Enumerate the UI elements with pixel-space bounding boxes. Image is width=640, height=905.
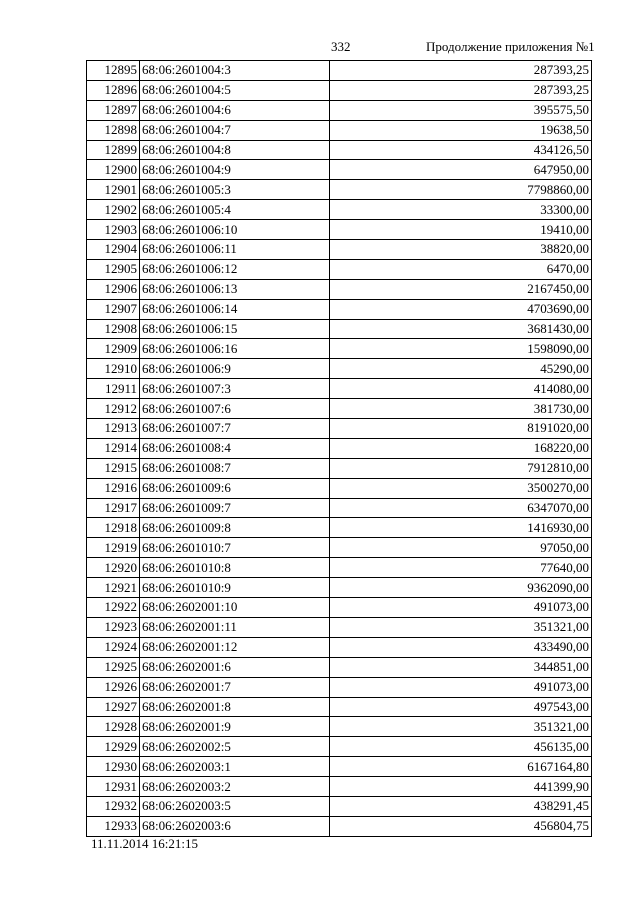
cadastral-number-cell: 68:06:2602003:1: [140, 757, 330, 777]
table-row: [87, 279, 592, 299]
row-number-cell: 12922: [87, 598, 140, 618]
row-number-cell: 12928: [87, 717, 140, 737]
cadastral-value-cell: 8191020,00: [330, 419, 592, 439]
row-number-cell: 12918: [87, 518, 140, 538]
cadastral-value-cell: 19638,50: [330, 120, 592, 140]
cadastral-value-cell: 491073,00: [330, 598, 592, 618]
table-row: [87, 399, 592, 419]
row-number-cell: 12910: [87, 359, 140, 379]
cadastral-number-cell: 68:06:2601009:7: [140, 498, 330, 518]
cadastral-value-cell: 441399,90: [330, 777, 592, 797]
cadastral-number-cell: 68:06:2602001:7: [140, 677, 330, 697]
cadastral-number-cell: 68:06:2601004:9: [140, 160, 330, 180]
cadastral-number-cell: 68:06:2601007:7: [140, 419, 330, 439]
row-number-cell: 12923: [87, 617, 140, 637]
table-row: [87, 61, 592, 81]
cadastral-number-cell: 68:06:2601004:8: [140, 140, 330, 160]
cadastral-number-cell: 68:06:2602001:8: [140, 697, 330, 717]
row-number-cell: 12900: [87, 160, 140, 180]
cadastral-number-cell: 68:06:2601006:12: [140, 259, 330, 279]
row-number-cell: 12914: [87, 438, 140, 458]
row-number-cell: 12915: [87, 458, 140, 478]
table-row: [87, 796, 592, 816]
table-row: [87, 538, 592, 558]
cadastral-value-cell: 19410,00: [330, 220, 592, 240]
table-row: [87, 299, 592, 319]
table-row: [87, 359, 592, 379]
table-row: [87, 220, 592, 240]
row-number-cell: 12909: [87, 339, 140, 359]
table-row: [87, 558, 592, 578]
table-row: [87, 657, 592, 677]
row-number-cell: 12903: [87, 220, 140, 240]
page-number: 332: [331, 39, 351, 54]
row-number-cell: 12930: [87, 757, 140, 777]
cadastral-number-cell: 68:06:2601010:7: [140, 538, 330, 558]
table-row: [87, 617, 592, 637]
row-number-cell: 12898: [87, 120, 140, 140]
table-row: [87, 319, 592, 339]
cadastral-number-cell: 68:06:2602003:5: [140, 796, 330, 816]
cadastral-value-cell: 1416930,00: [330, 518, 592, 538]
row-number-cell: 12931: [87, 777, 140, 797]
table-row: [87, 200, 592, 220]
row-number-cell: 12902: [87, 200, 140, 220]
cadastral-number-cell: 68:06:2601009:8: [140, 518, 330, 538]
table-row: [87, 717, 592, 737]
cadastral-value-cell: 381730,00: [330, 399, 592, 419]
cadastral-value-cell: 168220,00: [330, 438, 592, 458]
cadastral-value-cell: 395575,50: [330, 100, 592, 120]
row-number-cell: 12933: [87, 816, 140, 836]
row-number-cell: 12917: [87, 498, 140, 518]
cadastral-value-cell: 456804,75: [330, 816, 592, 836]
table-row: [87, 498, 592, 518]
cadastral-value-cell: 351321,00: [330, 617, 592, 637]
cadastral-number-cell: 68:06:2601004:5: [140, 80, 330, 100]
cadastral-value-cell: 497543,00: [330, 697, 592, 717]
cadastral-value-cell: 433490,00: [330, 637, 592, 657]
table-body: [87, 61, 592, 837]
cadastral-number-cell: 68:06:2601006:10: [140, 220, 330, 240]
cadastral-value-cell: 287393,25: [330, 80, 592, 100]
table-row: [87, 637, 592, 657]
cadastral-value-cell: 6470,00: [330, 259, 592, 279]
cadastral-value-cell: 7912810,00: [330, 458, 592, 478]
cadastral-number-cell: 68:06:2601006:15: [140, 319, 330, 339]
cadastral-number-cell: 68:06:2602003:6: [140, 816, 330, 836]
cadastral-value-cell: 3500270,00: [330, 478, 592, 498]
table-row: [87, 419, 592, 439]
cadastral-value-cell: 38820,00: [330, 240, 592, 260]
row-number-cell: 12932: [87, 796, 140, 816]
cadastral-number-cell: 68:06:2601006:9: [140, 359, 330, 379]
row-number-cell: 12920: [87, 558, 140, 578]
row-number-cell: 12906: [87, 279, 140, 299]
row-number-cell: 12916: [87, 478, 140, 498]
cadastral-value-cell: 456135,00: [330, 737, 592, 757]
cadastral-value-cell: 3681430,00: [330, 319, 592, 339]
cadastral-value-cell: 7798860,00: [330, 180, 592, 200]
cadastral-number-cell: 68:06:2601007:6: [140, 399, 330, 419]
row-number-cell: 12929: [87, 737, 140, 757]
table-row: [87, 757, 592, 777]
row-number-cell: 12908: [87, 319, 140, 339]
table-row: [87, 478, 592, 498]
cadastral-value-cell: 97050,00: [330, 538, 592, 558]
row-number-cell: 12913: [87, 419, 140, 439]
cadastral-value-cell: 351321,00: [330, 717, 592, 737]
cadastral-number-cell: 68:06:2602003:2: [140, 777, 330, 797]
cadastral-value-cell: 414080,00: [330, 379, 592, 399]
print-timestamp: 11.11.2014 16:21:15: [91, 836, 199, 851]
continuation-title: Продолжение приложения №1: [426, 39, 595, 54]
row-number-cell: 12921: [87, 578, 140, 598]
cadastral-value-cell: 77640,00: [330, 558, 592, 578]
cadastral-number-cell: 68:06:2601010:8: [140, 558, 330, 578]
row-number-cell: 12896: [87, 80, 140, 100]
cadastral-number-cell: 68:06:2601006:16: [140, 339, 330, 359]
cadastral-value-cell: 287393,25: [330, 61, 592, 81]
table-row: [87, 578, 592, 598]
cadastral-number-cell: 68:06:2602001:12: [140, 637, 330, 657]
row-number-cell: 12905: [87, 259, 140, 279]
cadastral-number-cell: 68:06:2602001:10: [140, 598, 330, 618]
cadastral-number-cell: 68:06:2601004:3: [140, 61, 330, 81]
cadastral-number-cell: 68:06:2602002:5: [140, 737, 330, 757]
cadastral-value-cell: 45290,00: [330, 359, 592, 379]
cadastral-number-cell: 68:06:2601005:4: [140, 200, 330, 220]
table-row: [87, 100, 592, 120]
table-row: [87, 438, 592, 458]
row-number-cell: 12907: [87, 299, 140, 319]
row-number-cell: 12925: [87, 657, 140, 677]
row-number-cell: 12901: [87, 180, 140, 200]
row-number-cell: 12926: [87, 677, 140, 697]
table-row: [87, 140, 592, 160]
cadastral-value-cell: 9362090,00: [330, 578, 592, 598]
table-row: [87, 80, 592, 100]
cadastral-number-cell: 68:06:2601005:3: [140, 180, 330, 200]
cadastral-number-cell: 68:06:2601004:7: [140, 120, 330, 140]
cadastral-value-cell: 6347070,00: [330, 498, 592, 518]
cadastral-number-cell: 68:06:2601008:4: [140, 438, 330, 458]
row-number-cell: 12895: [87, 61, 140, 81]
table-row: [87, 160, 592, 180]
table-row: [87, 816, 592, 836]
row-number-cell: 12927: [87, 697, 140, 717]
cadastral-value-cell: 4703690,00: [330, 299, 592, 319]
cadastral-number-cell: 68:06:2601004:6: [140, 100, 330, 120]
cadastral-number-cell: 68:06:2601006:13: [140, 279, 330, 299]
table-row: [87, 379, 592, 399]
table-row: [87, 518, 592, 538]
table-row: [87, 458, 592, 478]
cadastral-value-cell: 491073,00: [330, 677, 592, 697]
cadastral-number-cell: 68:06:2601009:6: [140, 478, 330, 498]
cadastral-number-cell: 68:06:2602001:11: [140, 617, 330, 637]
cadastral-value-table: [86, 60, 592, 837]
cadastral-number-cell: 68:06:2601007:3: [140, 379, 330, 399]
cadastral-number-cell: 68:06:2601010:9: [140, 578, 330, 598]
table-row: [87, 120, 592, 140]
table-row: [87, 180, 592, 200]
cadastral-value-cell: 434126,50: [330, 140, 592, 160]
cadastral-value-cell: 6167164,80: [330, 757, 592, 777]
cadastral-number-cell: 68:06:2601006:11: [140, 240, 330, 260]
table-row: [87, 339, 592, 359]
row-number-cell: 12897: [87, 100, 140, 120]
cadastral-value-cell: 344851,00: [330, 657, 592, 677]
cadastral-number-cell: 68:06:2601008:7: [140, 458, 330, 478]
table-row: [87, 697, 592, 717]
cadastral-value-cell: 1598090,00: [330, 339, 592, 359]
row-number-cell: 12924: [87, 637, 140, 657]
cadastral-value-cell: 2167450,00: [330, 279, 592, 299]
table-row: [87, 777, 592, 797]
row-number-cell: 12911: [87, 379, 140, 399]
table-row: [87, 240, 592, 260]
cadastral-number-cell: 68:06:2602001:6: [140, 657, 330, 677]
row-number-cell: 12912: [87, 399, 140, 419]
table-row: [87, 737, 592, 757]
table-row: [87, 677, 592, 697]
cadastral-value-cell: 33300,00: [330, 200, 592, 220]
row-number-cell: 12899: [87, 140, 140, 160]
row-number-cell: 12919: [87, 538, 140, 558]
cadastral-value-cell: 647950,00: [330, 160, 592, 180]
cadastral-value-cell: 438291,45: [330, 796, 592, 816]
cadastral-number-cell: 68:06:2601006:14: [140, 299, 330, 319]
table-row: [87, 259, 592, 279]
table-row: [87, 598, 592, 618]
row-number-cell: 12904: [87, 240, 140, 260]
cadastral-number-cell: 68:06:2602001:9: [140, 717, 330, 737]
